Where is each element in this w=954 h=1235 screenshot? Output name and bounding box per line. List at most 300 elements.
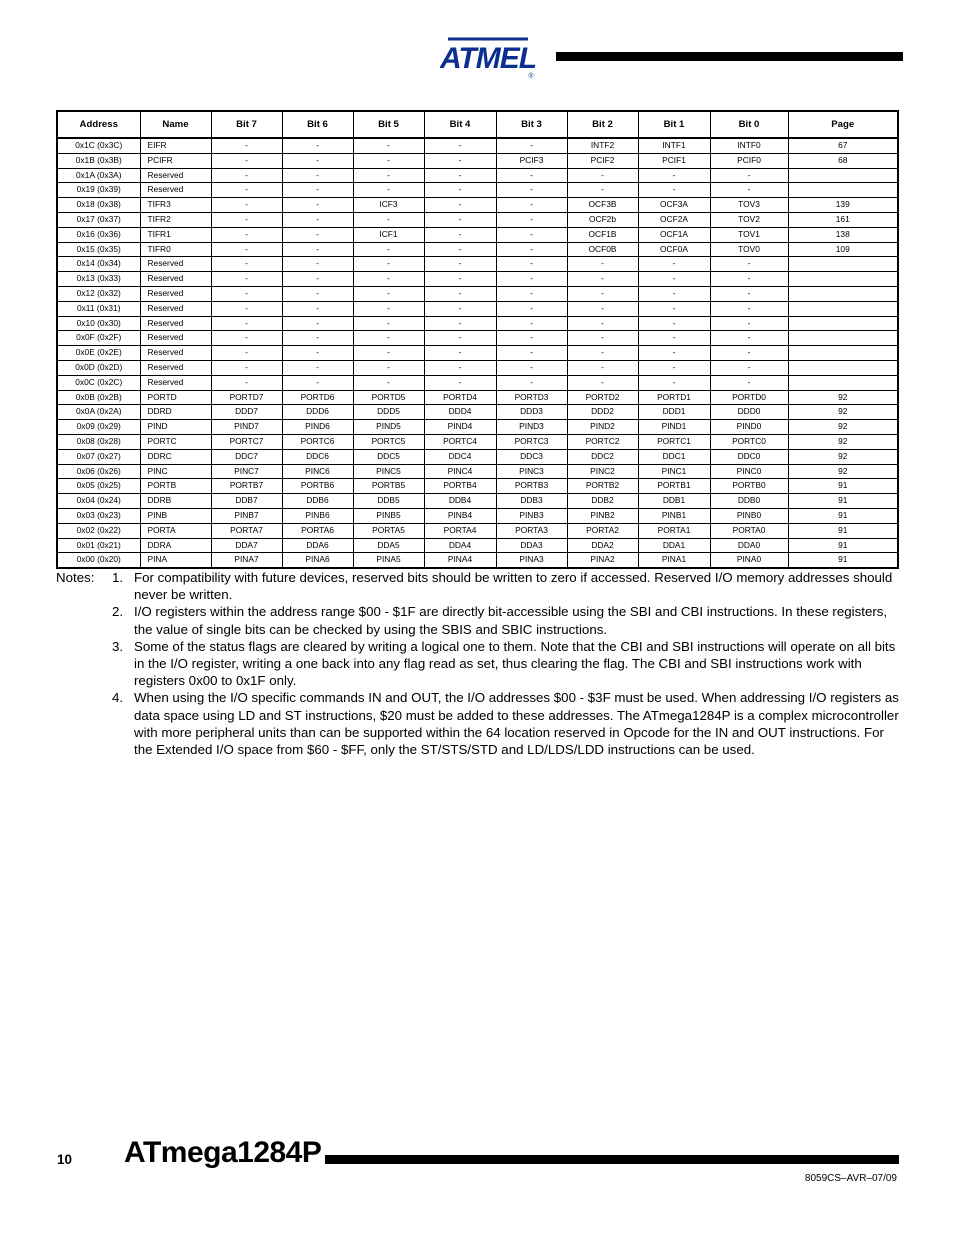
table-cell: - xyxy=(638,286,710,301)
table-cell: 92 xyxy=(788,390,898,405)
table-cell: DDC5 xyxy=(353,449,424,464)
table-cell xyxy=(788,272,898,287)
table-cell: PINB1 xyxy=(638,508,710,523)
table-cell: Reserved xyxy=(140,375,211,390)
notes-label: Notes: xyxy=(56,570,95,585)
table-cell: PINA5 xyxy=(353,553,424,568)
table-cell: PINB7 xyxy=(211,508,282,523)
table-cell: OCF0A xyxy=(638,242,710,257)
table-cell: - xyxy=(638,360,710,375)
table-cell: PCIF1 xyxy=(638,153,710,168)
table-cell: 92 xyxy=(788,420,898,435)
table-cell: Reserved xyxy=(140,346,211,361)
table-cell: PORTD6 xyxy=(282,390,353,405)
table-cell: - xyxy=(353,316,424,331)
table-cell: PINC5 xyxy=(353,464,424,479)
table-cell: DDD5 xyxy=(353,405,424,420)
table-cell: 92 xyxy=(788,434,898,449)
table-cell: - xyxy=(567,272,638,287)
table-cell: 0x06 (0x26) xyxy=(57,464,140,479)
table-cell: PINB xyxy=(140,508,211,523)
table-cell: PCIF3 xyxy=(496,153,567,168)
table-cell: 0x14 (0x34) xyxy=(57,257,140,272)
table-cell: 0x18 (0x38) xyxy=(57,198,140,213)
table-cell: - xyxy=(567,331,638,346)
table-cell: 0x10 (0x30) xyxy=(57,316,140,331)
table-cell: DDA0 xyxy=(710,538,788,553)
table-cell: OCF3B xyxy=(567,198,638,213)
table-cell: Reserved xyxy=(140,183,211,198)
table-cell: OCF1A xyxy=(638,227,710,242)
table-cell: - xyxy=(211,212,282,227)
column-header: Page xyxy=(788,111,898,138)
table-cell: 0x16 (0x36) xyxy=(57,227,140,242)
table-cell: 0x00 (0x20) xyxy=(57,553,140,568)
table-cell: 138 xyxy=(788,227,898,242)
table-cell: PIND xyxy=(140,420,211,435)
table-cell: DDC1 xyxy=(638,449,710,464)
table-cell: PORTD4 xyxy=(424,390,496,405)
table-cell: PORTC5 xyxy=(353,434,424,449)
table-cell: - xyxy=(424,168,496,183)
table-cell: - xyxy=(638,316,710,331)
table-cell: PORTC7 xyxy=(211,434,282,449)
table-cell: - xyxy=(710,375,788,390)
table-cell: 0x0D (0x2D) xyxy=(57,360,140,375)
table-cell: - xyxy=(710,301,788,316)
table-cell: - xyxy=(638,331,710,346)
table-cell: PORTD7 xyxy=(211,390,282,405)
table-cell: TIFR0 xyxy=(140,242,211,257)
table-cell: - xyxy=(567,286,638,301)
table-cell: DDB6 xyxy=(282,494,353,509)
column-header: Bit 0 xyxy=(710,111,788,138)
table-cell: 0x12 (0x32) xyxy=(57,286,140,301)
table-cell: 0x11 (0x31) xyxy=(57,301,140,316)
registered-mark: ® xyxy=(528,73,534,80)
table-row xyxy=(57,479,898,494)
table-cell: PORTC1 xyxy=(638,434,710,449)
table-cell: 0x05 (0x25) xyxy=(57,479,140,494)
table-cell xyxy=(788,301,898,316)
table-body xyxy=(57,138,898,568)
table-cell: - xyxy=(211,138,282,153)
table-cell: Reserved xyxy=(140,360,211,375)
table-cell: PORTC4 xyxy=(424,434,496,449)
table-cell: PIND1 xyxy=(638,420,710,435)
table-cell: - xyxy=(496,286,567,301)
note-text: Some of the status flags are cleared by writing a logical one to them. Note that the CBI and SBI instructions will operate on all bits in the I/O register, writing a one back into any flag read as set, thus clearing the flag. The CBI and SBI instructions work with registers 0x00 to 0x1F only. xyxy=(134,638,896,689)
table-cell: - xyxy=(424,153,496,168)
table-row xyxy=(57,198,898,213)
table-cell: - xyxy=(567,360,638,375)
table-cell: DDD4 xyxy=(424,405,496,420)
table-cell: PORTC3 xyxy=(496,434,567,449)
table-cell: PORTA6 xyxy=(282,523,353,538)
notes-section xyxy=(56,569,901,758)
note-item xyxy=(56,603,901,637)
table-row xyxy=(57,168,898,183)
table-cell: PIND7 xyxy=(211,420,282,435)
table-cell: - xyxy=(496,212,567,227)
table-row xyxy=(57,227,898,242)
table-cell: - xyxy=(638,301,710,316)
table-cell: PINA xyxy=(140,553,211,568)
table-cell: TOV2 xyxy=(710,212,788,227)
table-cell: PINC xyxy=(140,464,211,479)
table-row xyxy=(57,494,898,509)
table-cell: - xyxy=(567,346,638,361)
logo-text: ATMEL xyxy=(440,42,536,75)
table-cell: - xyxy=(496,375,567,390)
table-cell: OCF2A xyxy=(638,212,710,227)
table-cell: DDA5 xyxy=(353,538,424,553)
table-cell: - xyxy=(282,242,353,257)
table-row xyxy=(57,390,898,405)
table-cell: - xyxy=(638,168,710,183)
table-cell: PINA6 xyxy=(282,553,353,568)
table-cell: DDA1 xyxy=(638,538,710,553)
table-cell: PORTB2 xyxy=(567,479,638,494)
table-cell: - xyxy=(211,346,282,361)
table-cell: PORTD xyxy=(140,390,211,405)
table-cell: EIFR xyxy=(140,138,211,153)
table-cell: Reserved xyxy=(140,168,211,183)
table-cell: PINA2 xyxy=(567,553,638,568)
table-cell: - xyxy=(424,286,496,301)
table-cell: - xyxy=(710,360,788,375)
table-cell: TIFR3 xyxy=(140,198,211,213)
column-header: Bit 6 xyxy=(282,111,353,138)
table-cell: 0x0B (0x2B) xyxy=(57,390,140,405)
table-cell xyxy=(788,316,898,331)
table-cell: - xyxy=(567,168,638,183)
note-number: 1. xyxy=(112,570,124,585)
table-cell: 92 xyxy=(788,449,898,464)
table-cell: ICF1 xyxy=(353,227,424,242)
table-cell: - xyxy=(496,198,567,213)
table-cell: - xyxy=(710,316,788,331)
table-cell: - xyxy=(282,375,353,390)
table-cell: 0x15 (0x35) xyxy=(57,242,140,257)
table-cell: - xyxy=(638,257,710,272)
table-row xyxy=(57,434,898,449)
table-cell: PIND0 xyxy=(710,420,788,435)
table-cell: DDC2 xyxy=(567,449,638,464)
table-cell: - xyxy=(282,346,353,361)
table-cell: - xyxy=(567,183,638,198)
table-cell: PORTB6 xyxy=(282,479,353,494)
table-cell: INTF2 xyxy=(567,138,638,153)
table-row xyxy=(57,360,898,375)
table-cell: - xyxy=(353,346,424,361)
note-text: I/O registers within the address range $00 - $1F are directly bit-accessible using the SBI and CBI instructions. In these registers, the value of single bits can be checked by using the SBIS and SBIC instructions. xyxy=(134,604,888,637)
atmel-logo xyxy=(440,34,536,80)
table-cell: 92 xyxy=(788,464,898,479)
table-cell: - xyxy=(424,346,496,361)
table-cell: - xyxy=(282,301,353,316)
table-cell: 91 xyxy=(788,494,898,509)
table-cell: - xyxy=(424,227,496,242)
table-cell: 0x02 (0x22) xyxy=(57,523,140,538)
table-cell: PINA4 xyxy=(424,553,496,568)
table-row xyxy=(57,553,898,568)
table-cell: 0x07 (0x27) xyxy=(57,449,140,464)
table-cell: PCIF0 xyxy=(710,153,788,168)
table-cell: - xyxy=(424,360,496,375)
table-cell: - xyxy=(211,168,282,183)
table-cell: PORTB0 xyxy=(710,479,788,494)
table-cell: - xyxy=(282,138,353,153)
table-cell: - xyxy=(282,183,353,198)
table-cell: - xyxy=(282,286,353,301)
table-cell: - xyxy=(496,346,567,361)
table-cell: DDD7 xyxy=(211,405,282,420)
table-cell: - xyxy=(424,316,496,331)
table-cell: - xyxy=(496,331,567,346)
table-cell: PORTD2 xyxy=(567,390,638,405)
table-cell: PORTA4 xyxy=(424,523,496,538)
table-row xyxy=(57,405,898,420)
table-cell: - xyxy=(424,301,496,316)
table-cell: 91 xyxy=(788,479,898,494)
column-header: Address xyxy=(57,111,140,138)
table-cell xyxy=(788,346,898,361)
table-cell: - xyxy=(424,272,496,287)
table-cell: 0x08 (0x28) xyxy=(57,434,140,449)
table-cell: DDA2 xyxy=(567,538,638,553)
table-cell: 0x03 (0x23) xyxy=(57,508,140,523)
table-cell: - xyxy=(496,138,567,153)
table-cell: - xyxy=(567,257,638,272)
table-row xyxy=(57,375,898,390)
table-cell: DDB4 xyxy=(424,494,496,509)
table-row xyxy=(57,538,898,553)
table-cell: 0x04 (0x24) xyxy=(57,494,140,509)
table-cell: PORTB7 xyxy=(211,479,282,494)
table-cell: PORTA7 xyxy=(211,523,282,538)
table-cell: - xyxy=(496,272,567,287)
note-item xyxy=(56,569,901,603)
table-cell: 67 xyxy=(788,138,898,153)
table-cell: - xyxy=(496,301,567,316)
table-cell: - xyxy=(211,242,282,257)
table-cell: PORTA3 xyxy=(496,523,567,538)
table-cell: 0x0E (0x2E) xyxy=(57,346,140,361)
table-cell: DDD2 xyxy=(567,405,638,420)
note-item xyxy=(56,638,901,690)
table-cell: PINA7 xyxy=(211,553,282,568)
table-cell: - xyxy=(282,198,353,213)
table-cell: PORTB xyxy=(140,479,211,494)
table-cell: PCIFR xyxy=(140,153,211,168)
table-cell: PORTC0 xyxy=(710,434,788,449)
table-cell: - xyxy=(282,316,353,331)
table-cell: DDD3 xyxy=(496,405,567,420)
table-cell: 0x1C (0x3C) xyxy=(57,138,140,153)
table-cell: - xyxy=(353,212,424,227)
table-cell: - xyxy=(353,272,424,287)
table-cell xyxy=(788,360,898,375)
table-cell: - xyxy=(567,375,638,390)
table-cell: 91 xyxy=(788,553,898,568)
table-cell: 0x17 (0x37) xyxy=(57,212,140,227)
table-cell: OCF0B xyxy=(567,242,638,257)
table-cell: - xyxy=(353,331,424,346)
table-cell: Reserved xyxy=(140,316,211,331)
note-number: 4. xyxy=(112,690,124,706)
table-cell: - xyxy=(282,272,353,287)
table-cell: DDA4 xyxy=(424,538,496,553)
column-header: Bit 4 xyxy=(424,111,496,138)
table-cell: PINB4 xyxy=(424,508,496,523)
column-header: Bit 3 xyxy=(496,111,567,138)
footer-rule xyxy=(325,1155,899,1164)
document-code: 8059CS–AVR–07/09 xyxy=(804,1173,897,1184)
table-cell: Reserved xyxy=(140,272,211,287)
table-cell: OCF2b xyxy=(567,212,638,227)
table-cell: TIFR2 xyxy=(140,212,211,227)
column-header: Bit 1 xyxy=(638,111,710,138)
table-row xyxy=(57,346,898,361)
table-row xyxy=(57,286,898,301)
table-cell: - xyxy=(710,286,788,301)
table-row xyxy=(57,316,898,331)
table-cell: - xyxy=(496,360,567,375)
table-cell: PINB5 xyxy=(353,508,424,523)
table-cell: - xyxy=(211,227,282,242)
table-cell: PIND4 xyxy=(424,420,496,435)
table-cell: PINA0 xyxy=(710,553,788,568)
table-cell: DDA7 xyxy=(211,538,282,553)
table-cell: - xyxy=(424,242,496,257)
table-cell: DDB7 xyxy=(211,494,282,509)
table-cell: DDB0 xyxy=(710,494,788,509)
table-cell: - xyxy=(424,375,496,390)
table-row xyxy=(57,523,898,538)
table-cell: - xyxy=(353,153,424,168)
column-header: Bit 5 xyxy=(353,111,424,138)
table-cell: PORTD1 xyxy=(638,390,710,405)
table-cell: 92 xyxy=(788,405,898,420)
table-cell: PINA3 xyxy=(496,553,567,568)
table-cell: 0x0A (0x2A) xyxy=(57,405,140,420)
header-rule xyxy=(556,52,903,61)
table-cell: 0x09 (0x29) xyxy=(57,420,140,435)
table-cell: - xyxy=(424,183,496,198)
table-cell: - xyxy=(567,301,638,316)
table-cell: - xyxy=(710,346,788,361)
table-cell: DDA6 xyxy=(282,538,353,553)
table-cell: - xyxy=(211,183,282,198)
table-cell xyxy=(788,257,898,272)
table-row xyxy=(57,153,898,168)
column-header: Bit 7 xyxy=(211,111,282,138)
table-cell xyxy=(788,286,898,301)
table-cell: DDD1 xyxy=(638,405,710,420)
note-text: For compatibility with future devices, reserved bits should be written to zero if accessed. Reserved I/O memory addresses should never be written. xyxy=(134,570,893,603)
table-cell: - xyxy=(353,242,424,257)
table-cell: PORTB3 xyxy=(496,479,567,494)
table-cell: - xyxy=(567,316,638,331)
table-cell xyxy=(788,168,898,183)
table-cell: 91 xyxy=(788,508,898,523)
table-cell: PINA1 xyxy=(638,553,710,568)
table-cell xyxy=(788,331,898,346)
table-cell: DDC4 xyxy=(424,449,496,464)
table-header-row xyxy=(57,111,898,138)
table-cell: - xyxy=(638,375,710,390)
table-cell: PORTC xyxy=(140,434,211,449)
table-cell: INTF0 xyxy=(710,138,788,153)
table-cell: PORTB4 xyxy=(424,479,496,494)
table-cell: DDB3 xyxy=(496,494,567,509)
table-cell: - xyxy=(424,331,496,346)
note-number: 2. xyxy=(112,604,124,620)
table-cell: DDC7 xyxy=(211,449,282,464)
table-cell: - xyxy=(211,198,282,213)
table-cell: Reserved xyxy=(140,301,211,316)
table-cell: TIFR1 xyxy=(140,227,211,242)
table-cell: - xyxy=(710,168,788,183)
table-cell: - xyxy=(424,138,496,153)
table-cell: - xyxy=(496,227,567,242)
table-row xyxy=(57,242,898,257)
table-cell: - xyxy=(211,360,282,375)
table-cell: - xyxy=(211,301,282,316)
table-cell: - xyxy=(638,183,710,198)
table-cell: - xyxy=(211,331,282,346)
table-row xyxy=(57,183,898,198)
table-cell: - xyxy=(710,272,788,287)
table-cell: Reserved xyxy=(140,257,211,272)
table-cell: DDRB xyxy=(140,494,211,509)
table-cell: PORTA xyxy=(140,523,211,538)
table-cell: - xyxy=(496,168,567,183)
column-header: Name xyxy=(140,111,211,138)
table-cell: PIND3 xyxy=(496,420,567,435)
table-cell: - xyxy=(282,153,353,168)
table-cell: - xyxy=(211,257,282,272)
table-row xyxy=(57,138,898,153)
register-summary-table xyxy=(56,110,899,569)
table-cell: PORTA1 xyxy=(638,523,710,538)
table-cell: PORTC2 xyxy=(567,434,638,449)
table-cell: PIND5 xyxy=(353,420,424,435)
table-cell: ICF3 xyxy=(353,198,424,213)
table-cell: TOV3 xyxy=(710,198,788,213)
table-cell: PORTD0 xyxy=(710,390,788,405)
table-cell: PINC7 xyxy=(211,464,282,479)
table-cell: 68 xyxy=(788,153,898,168)
table-cell: PORTA5 xyxy=(353,523,424,538)
table-cell: 0x0C (0x2C) xyxy=(57,375,140,390)
note-text: When using the I/O specific commands IN and OUT, the I/O addresses $00 - $3F must be used. When addressing I/O registers as data space using LD and ST instructions, $20 must be added to these addresses. The ATmega1284P is a complex microcontroller with more peripheral units than can be supported within the 64 location reserved in Opcode for the IN and OUT instructions. For the Extended I/O space from $60 - $FF, only the ST/STS/STD and LD/LDS/LDD instructions can be used. xyxy=(134,690,899,758)
table-cell xyxy=(788,375,898,390)
table-cell: PINB6 xyxy=(282,508,353,523)
table-cell: INTF1 xyxy=(638,138,710,153)
table-cell: - xyxy=(710,183,788,198)
table-cell: TOV0 xyxy=(710,242,788,257)
table-cell: DDD6 xyxy=(282,405,353,420)
table-cell: - xyxy=(353,183,424,198)
table-cell: OCF1B xyxy=(567,227,638,242)
table-cell: 0x01 (0x21) xyxy=(57,538,140,553)
table-cell: DDD0 xyxy=(710,405,788,420)
table-cell: DDRC xyxy=(140,449,211,464)
table-cell: - xyxy=(353,301,424,316)
table-cell: 0x0F (0x2F) xyxy=(57,331,140,346)
